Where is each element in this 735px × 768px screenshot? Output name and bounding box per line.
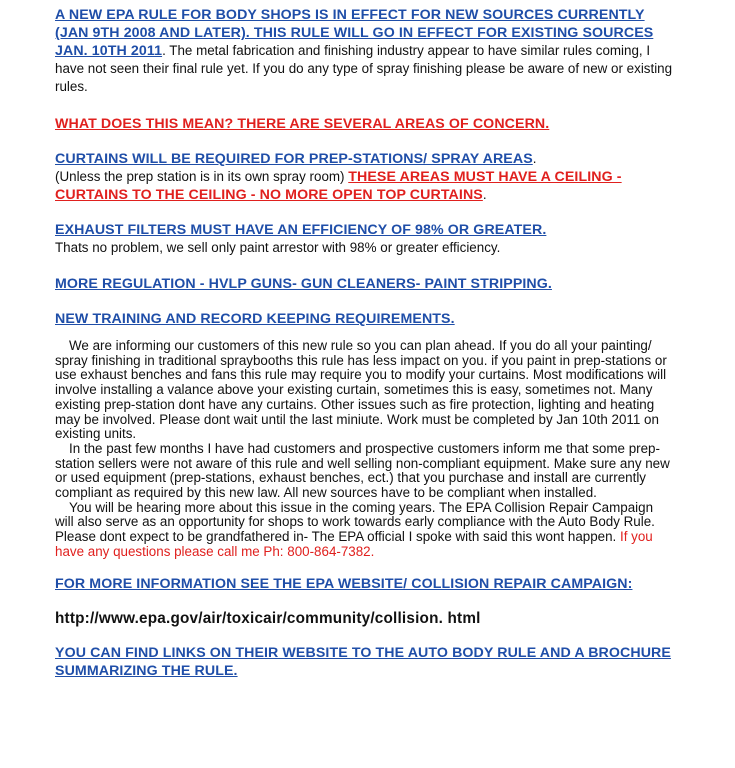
training-heading: NEW TRAINING AND RECORD KEEPING REQUIREMENTS. [55, 311, 455, 327]
epa-rule-notice [55, 6, 675, 680]
curtains-section [55, 150, 675, 204]
links-heading: YOU CAN FIND LINKS ON THEIR WEBSITE TO THE AUTO BODY RULE AND A BROCHURE SUMMARIZING THE RULE. [55, 644, 671, 679]
body-paragraph-3-text: You will be hearing more about this issue in the coming years. The EPA Collision Repair Campaign will also serve as an opportunity for shops to work towards early compliance with the Auto Body Rule. Please dont expect to be grandfathered in- The EPA official I spoke with said this wont happen. [55, 499, 655, 545]
regulation-section [55, 275, 675, 293]
curtains-text: (Unless the prep station is in its own spray room) [55, 169, 349, 184]
body-paragraph-3 [55, 501, 675, 560]
body-text [55, 339, 675, 560]
filters-section [55, 221, 675, 257]
filters-heading: EXHAUST FILTERS MUST HAVE AN EFFICIENCY OF 98% OR GREATER. [55, 222, 547, 238]
intro-heading: A NEW EPA RULE FOR BODY SHOPS IS IN EFFECT FOR NEW SOURCES CURRENTLY (JAN 9TH 2008 AND LATER). THIS RULE WILL GO IN EFFECT FOR EXISTING SOURCES JAN. 10TH 2011 [55, 7, 654, 59]
concern-section [55, 115, 675, 133]
concern-heading: WHAT DOES THIS MEAN? THERE ARE SEVERAL AREAS OF CONCERN. [55, 116, 550, 132]
contact-phone-text: If you have any questions please call me Ph: 800-864-7382. [55, 529, 653, 559]
intro-text: . The metal fabrication and finishing industry appear to have similar rules coming, I have not seen their final rule yet. If you do any type of spray finishing please be aware of new or existing rules. [55, 43, 673, 94]
body-paragraph-2: In the past few months I have had customers and prospective customers inform me that some prep-station sellers were not aware of this rule and well selling non-compliant equipment. Make sure any new or used equipment (prep-stations, exhaust benches, ect.) that you purchase and install are currently compliant as required by this new law. All new sources have to be compliant when installed. [55, 440, 670, 501]
filters-text: Thats no problem, we sell only paint arrestor with 98% or greater efficiency. [55, 240, 501, 255]
body-paragraph-1: We are informing our customers of this new rule so you can plan ahead. If you do all your painting/ spray finishing in traditional spraybooths this rule has less impact on you. if you paint in prep-stations or use exhaust benches and fans this rule may require you to modify your curtains. Most modifications will involve installing a valance above your existing curtain, sometimes this is easy, sometimes not. Many existing prep-station dont have any curtains. Other issues such as fire protection, lighting and heating may be involved. Please dont wait until the last miniute. Work must be completed by Jan 10th 2011 on existing units. [55, 338, 667, 442]
regulation-heading: MORE REGULATION - HVLP GUNS- GUN CLEANERS- PAINT STRIPPING. [55, 276, 552, 292]
curtains-red-heading: THESE AREAS MUST HAVE A CEILING - CURTAINS TO THE CEILING - NO MORE OPEN TOP CURTAINS [55, 169, 622, 203]
intro-section [55, 6, 675, 96]
links-section [55, 644, 675, 680]
training-section [55, 310, 675, 328]
curtains-heading: CURTAINS WILL BE REQUIRED FOR PREP-STATIONS/ SPRAY AREAS [55, 151, 533, 167]
epa-website-url[interactable]: http://www.epa.gov/air/toxicair/community/collision. html [55, 609, 481, 627]
curtains-end: . [482, 187, 487, 202]
more-info-section [55, 575, 675, 593]
more-info-heading: FOR MORE INFORMATION SEE THE EPA WEBSITE/ COLLISION REPAIR CAMPAIGN: [55, 575, 633, 592]
curtains-heading-period: . [532, 151, 537, 166]
